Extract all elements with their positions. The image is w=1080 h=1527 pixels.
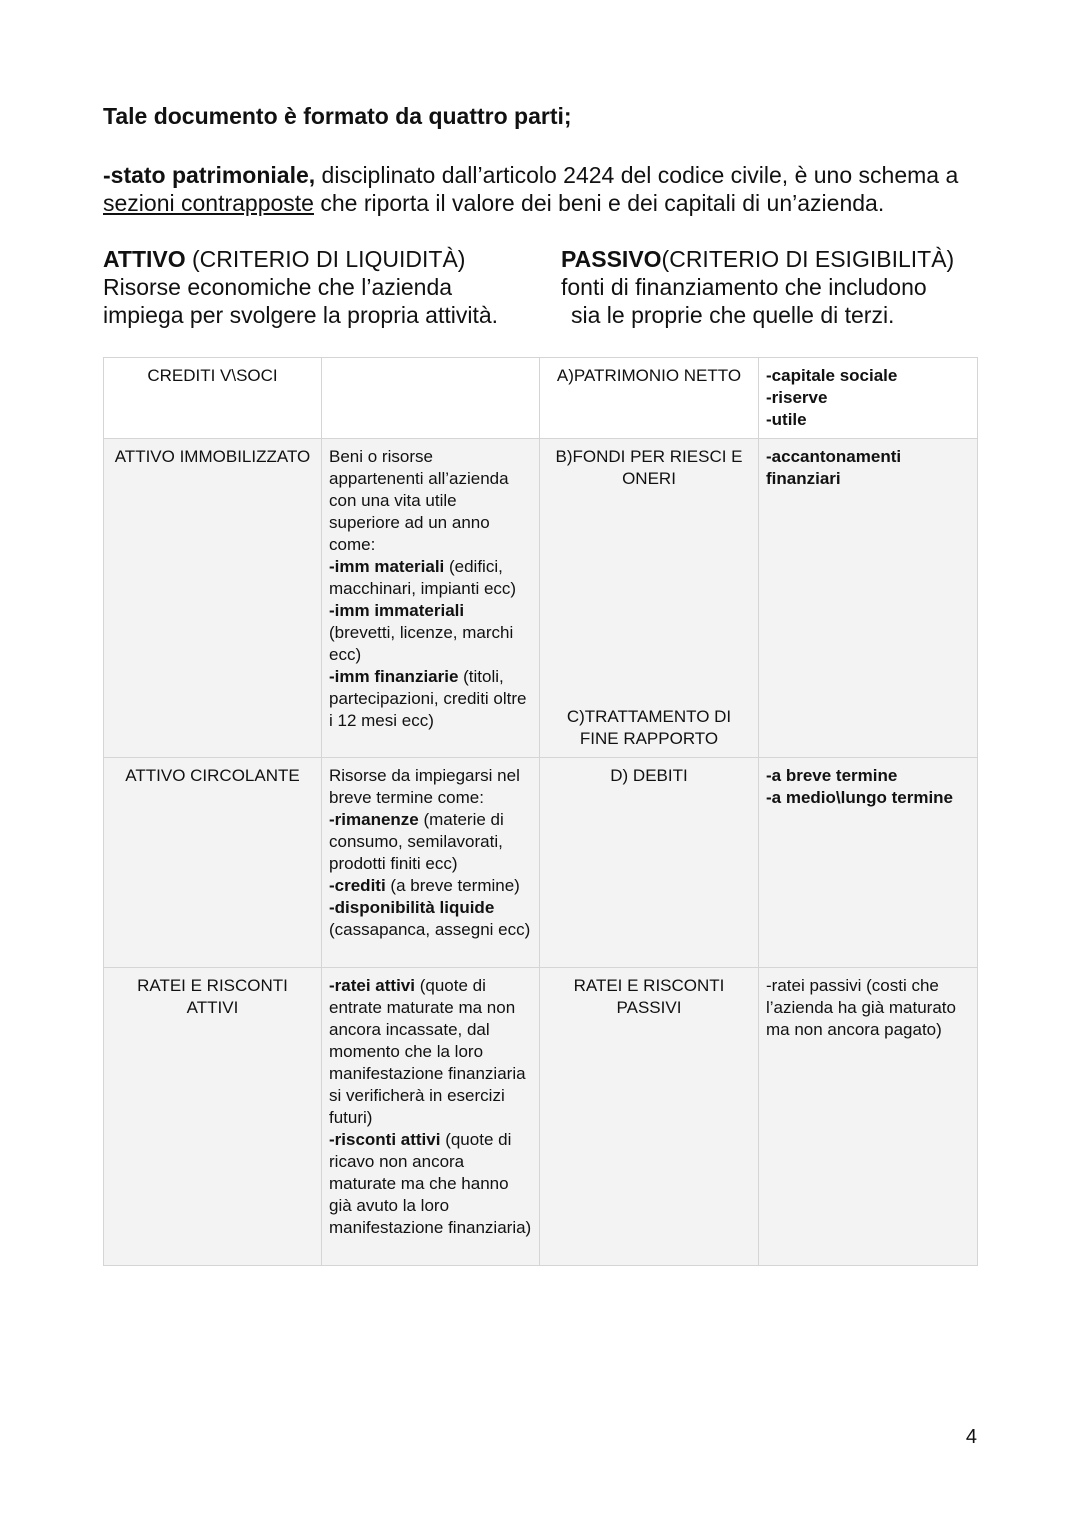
item-text: (titoli, partecipazioni, crediti oltre i 12 mesi ecc) (329, 667, 527, 730)
item-term: -imm immateriali (329, 601, 465, 620)
page-number: 4 (965, 1426, 977, 1448)
fondi-rischi-label: B)FONDI PER RIESCI E ONERI (555, 447, 743, 488)
desc-intro: Beni o risorse appartenenti all’azienda con una vita utile superiore ad un anno come: (329, 447, 509, 554)
intro-paragraph (103, 161, 1003, 217)
attivo-immobilizzato-desc (322, 439, 540, 758)
attivo-header (103, 245, 498, 329)
list-item: -a medio\lungo termine (766, 788, 954, 807)
attivo-criterion: (CRITERIO DI LIQUIDITÀ) (185, 246, 466, 272)
item-term: -disponibilità liquide (329, 898, 495, 917)
attivo-desc-1: Risorse economiche che l’azienda (103, 274, 453, 300)
ratei-passivi-desc: -ratei passivi (costi che l’azienda ha già maturato ma non ancora pagato) (759, 968, 978, 1266)
list-item: -utile (766, 410, 807, 429)
fondi-items (759, 439, 978, 758)
intro-text-1: disciplinato dall’articolo 2424 del codice civile, è uno schema a (315, 162, 959, 188)
debiti-items (759, 758, 978, 968)
list-item: -riserve (766, 388, 828, 407)
item-text: (a breve termine) (385, 876, 520, 895)
passivo-header (561, 245, 954, 329)
item-term: -rimanenze (329, 810, 419, 829)
item-term: -imm finanziarie (329, 667, 459, 686)
ratei-risconti-passivi-cell: RATEI E RISCONTI PASSIVI (540, 968, 759, 1266)
empty-cell (322, 358, 540, 439)
item-text: (quote di entrate maturate ma non ancora incassate, dal momento che la loro manifestazione finanziaria si verificherà in esercizi futuri) (329, 976, 526, 1127)
passivo-title: PASSIVO (561, 246, 662, 272)
attivo-title: ATTIVO (103, 246, 186, 272)
balance-sheet-table (103, 357, 978, 1266)
fondi-tfr-cell (540, 439, 759, 758)
table-row (104, 968, 978, 1266)
intro-bold-term: -stato patrimoniale, (103, 162, 316, 188)
crediti-soci-cell: CREDITI V\SOCI (104, 358, 322, 439)
ratei-risconti-attivi-desc (322, 968, 540, 1266)
patrimonio-netto-cell: A)PATRIMONIO NETTO (540, 358, 759, 439)
intro-underlined: sezioni contrapposte (103, 190, 314, 216)
attivo-desc-2: impiega per svolgere la propria attività. (103, 302, 499, 328)
table-row (104, 358, 978, 439)
attivo-circolante-desc (322, 758, 540, 968)
passivo-desc-1: fonti di finanziamento che includono (561, 274, 927, 300)
list-item: -accantonamenti finanziari (766, 447, 902, 488)
passivo-criterion: (CRITERIO DI ESIGIBILITÀ) (661, 246, 955, 272)
list-item: -capitale sociale (766, 366, 898, 385)
section-heading: Tale documento è formato da quattro parti; (103, 103, 572, 129)
item-text: (cassapanca, assegni ecc) (329, 920, 531, 939)
passivo-desc-2: sia le proprie che quelle di terzi. (571, 302, 895, 328)
attivo-immobilizzato-cell: ATTIVO IMMOBILIZZATO (104, 439, 322, 758)
item-text: (edifici, macchinari, impianti ecc) (329, 557, 517, 598)
item-text: (materie di consumo, semilavorati, prodotti finiti ecc) (329, 810, 504, 873)
item-text: (quote di ricavo non ancora maturate ma che hanno già avuto la loro manifestazione finanziaria) (329, 1130, 532, 1237)
item-term: -crediti (329, 876, 386, 895)
item-term: -ratei attivi (329, 976, 415, 995)
item-term: -risconti attivi (329, 1130, 441, 1149)
desc-intro: Risorse da impiegarsi nel breve termine come: (329, 766, 520, 807)
table-row (104, 758, 978, 968)
item-text: (brevetti, licenze, marchi ecc) (329, 623, 514, 664)
attivo-circolante-cell: ATTIVO CIRCOLANTE (104, 758, 322, 968)
ratei-risconti-attivi-cell: RATEI E RISCONTI ATTIVI (104, 968, 322, 1266)
tfr-label: C)TRATTAMENTO DI FINE RAPPORTO (566, 707, 732, 748)
debiti-cell: D) DEBITI (540, 758, 759, 968)
intro-text-2: che riporta il valore dei beni e dei capitali di un’azienda. (313, 190, 885, 216)
table-row (104, 439, 978, 758)
list-item: -a breve termine (766, 766, 898, 785)
patrimonio-netto-items (759, 358, 978, 439)
item-term: -imm materiali (329, 557, 445, 576)
